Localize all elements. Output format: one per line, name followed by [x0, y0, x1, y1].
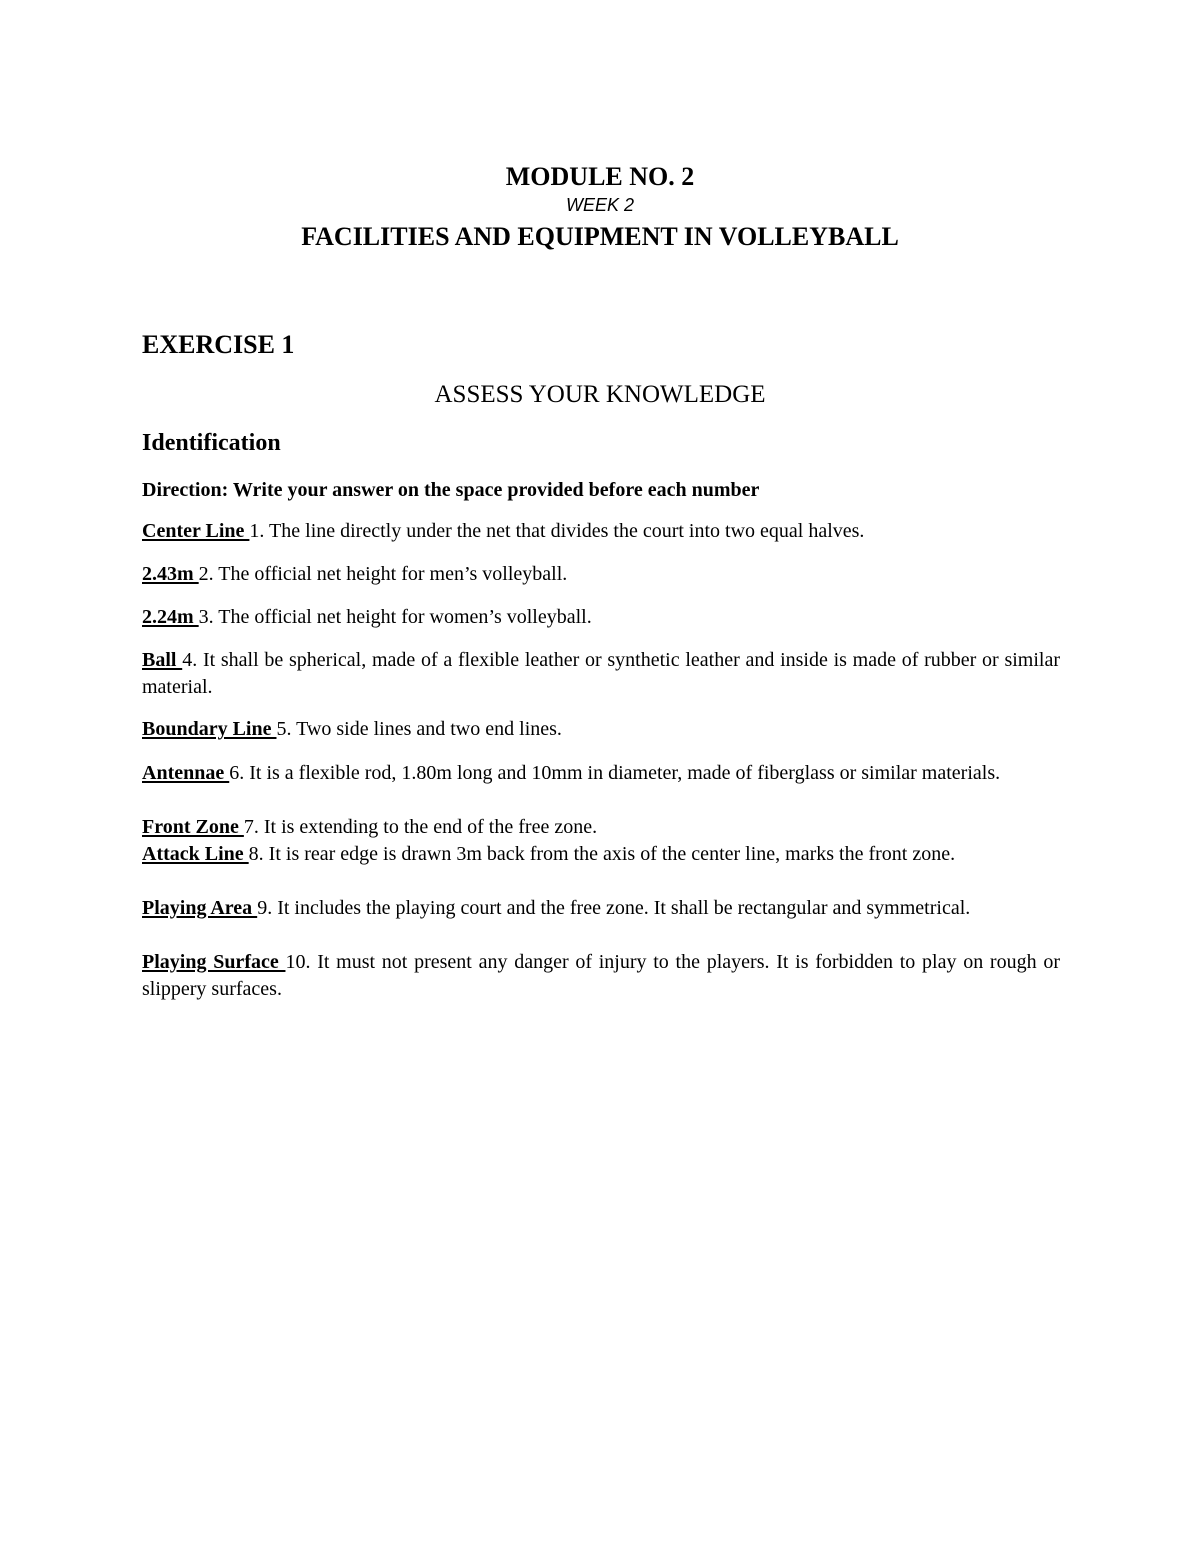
answer-blank: 2.43m [142, 563, 199, 585]
section-heading: ASSESS YOUR KNOWLEDGE [434, 381, 766, 408]
item-text: The official net height for men’s volleyball. [213, 563, 568, 585]
item-number: 1. [249, 520, 265, 542]
list-item [142, 814, 1060, 841]
item-number: 2. [198, 563, 214, 585]
item-text: It is rear edge is drawn 3m back from the axis of the center line, marks the front zone. [263, 843, 956, 865]
list-item [142, 895, 1060, 922]
item-text: Two side lines and two end lines. [291, 718, 562, 740]
answer-blank: Attack Line [142, 843, 249, 865]
item-text: The official net height for women’s volleyball. [213, 606, 592, 628]
item-text: It shall be spherical, made of a flexible leather or synthetic leather and inside is made of rubber or similar material. [142, 649, 1061, 698]
list-item [142, 647, 1060, 701]
item-number: 5. [276, 718, 292, 740]
list-item [142, 841, 1060, 868]
answer-blank: Playing Area [142, 897, 258, 919]
answer-blank: Front Zone [142, 816, 244, 838]
answer-blank: Antennae [142, 762, 230, 784]
week-label: WEEK 2 [565, 195, 635, 215]
page-title: FACILITIES AND EQUIPMENT IN VOLLEYBALL [301, 222, 899, 251]
item-number: 10. [285, 951, 311, 973]
item-number: 7. [243, 816, 259, 838]
item-text: The line directly under the net that divides the court into two equal halves. [264, 520, 865, 542]
answer-blank: Playing Surface [142, 951, 286, 973]
list-item [142, 716, 1060, 743]
list-item [142, 949, 1060, 1003]
item-text: It is a flexible rod, 1.80m long and 10mm in diameter, made of fiberglass or similar materials. [244, 762, 1001, 784]
list-item [142, 518, 1060, 545]
exercise-label: EXERCISE 1 [142, 330, 295, 359]
item-text: It must not present any danger of injury to the players. It is forbidden to play on rough or slippery surfaces. [142, 951, 1060, 1000]
item-number: 8. [248, 843, 264, 865]
answer-blank: Center Line [142, 520, 250, 542]
item-number: 3. [198, 606, 214, 628]
answer-blank: 2.24m [142, 606, 199, 628]
item-text: It includes the playing court and the free zone. It shall be rectangular and symmetrical. [272, 897, 971, 919]
item-text: It is extending to the end of the free zone. [258, 816, 598, 838]
module-title: MODULE NO. 2 [505, 162, 695, 191]
section-subheading: Identification [142, 430, 281, 456]
item-number: 4. [182, 649, 198, 671]
item-number: 6. [229, 762, 245, 784]
list-item [142, 604, 1060, 631]
answer-blank: Ball [142, 649, 183, 671]
list-item [142, 760, 1060, 787]
item-number: 9. [257, 897, 273, 919]
direction-text: Direction: Write your answer on the space provided before each number [142, 479, 760, 501]
answer-blank: Boundary Line [142, 718, 277, 740]
list-item [142, 561, 1060, 588]
